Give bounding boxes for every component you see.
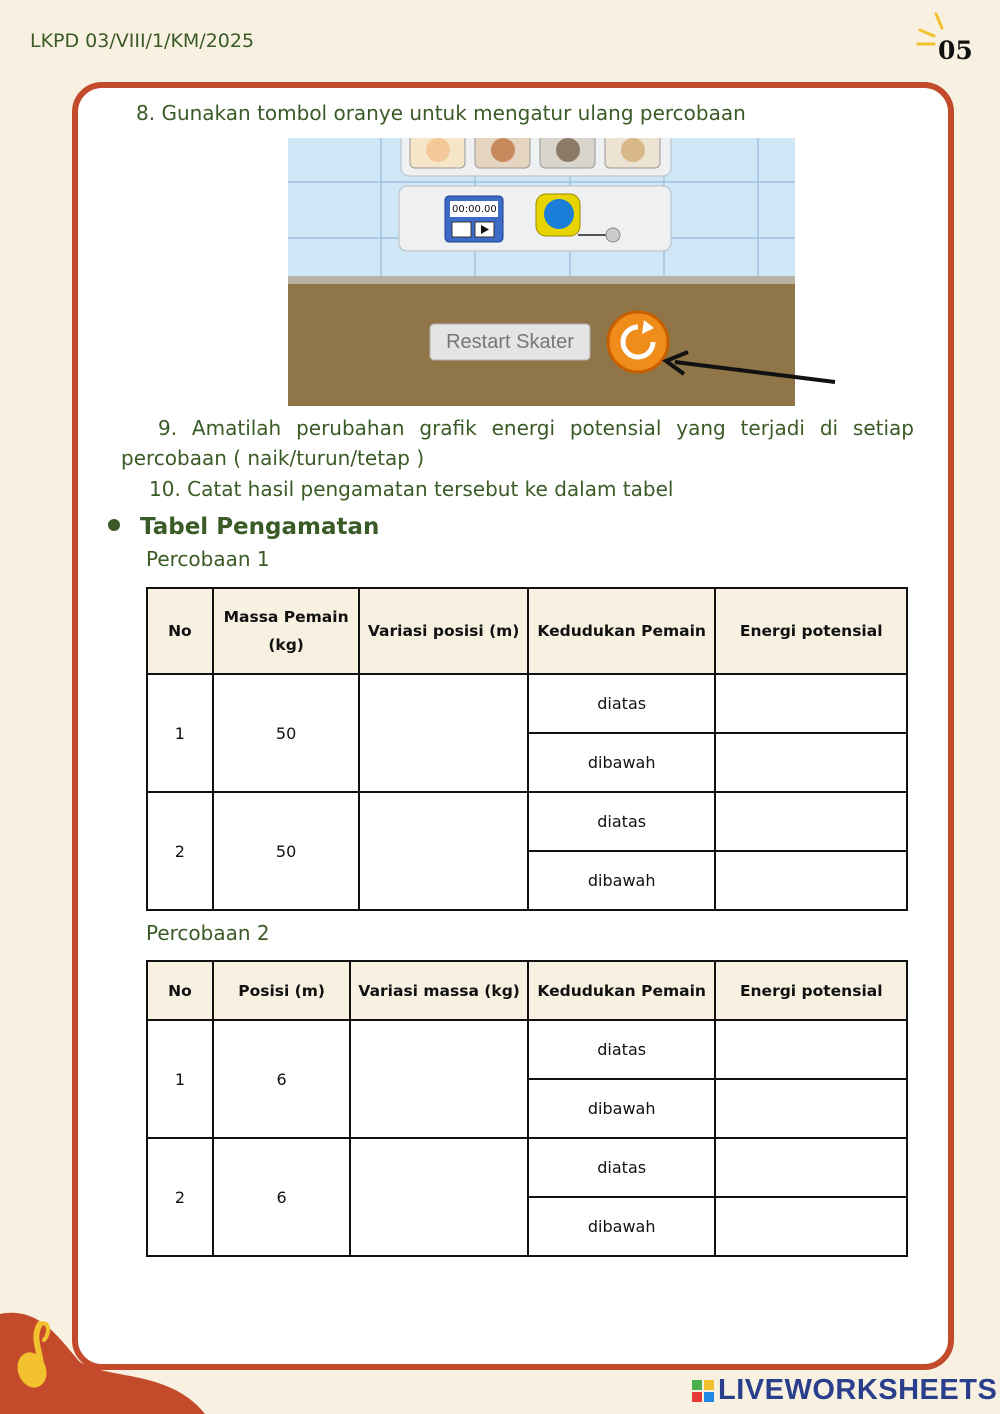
position-value: 6 <box>213 1138 351 1256</box>
potential-energy-input[interactable] <box>715 1197 907 1256</box>
row-number: 1 <box>147 1020 213 1138</box>
mass-value: 50 <box>213 674 360 792</box>
potential-energy-input[interactable] <box>715 1138 907 1197</box>
row-number: 1 <box>147 674 213 792</box>
potential-energy-input[interactable] <box>715 792 907 851</box>
experiment-1-label: Percobaan 1 <box>146 547 270 571</box>
restart-skater-button[interactable]: Restart Skater <box>446 331 574 353</box>
header-potential-energy: Energi potensial <box>715 961 907 1020</box>
position-input[interactable] <box>359 674 527 792</box>
potential-energy-input[interactable] <box>715 851 907 910</box>
pointer-arrow-icon <box>650 340 840 390</box>
row-number: 2 <box>147 1138 213 1256</box>
header-mass-variation: Variasi massa (kg) <box>350 961 527 1020</box>
player-position-cell: diatas <box>528 1138 716 1197</box>
observation-table-1 <box>146 587 908 911</box>
liveworksheets-brand: LIVEWORKSHEETS <box>718 1374 998 1406</box>
header-position-variation: Variasi posisi (m) <box>359 588 527 674</box>
mass-value: 50 <box>213 792 360 910</box>
section-title: Tabel Pengamatan <box>140 514 380 540</box>
player-position-cell: dibawah <box>528 851 716 910</box>
worksheet-code: LKPD 03/VIII/1/KM/2025 <box>30 30 255 52</box>
header-potential-energy: Energi potensial <box>715 588 907 674</box>
step-9-line2: percobaan ( naik/turun/tetap ) <box>121 446 425 470</box>
header-no: No <box>147 588 213 674</box>
header-mass: Massa Pemain (kg) <box>213 588 360 674</box>
header-player-position: Kedudukan Pemain <box>528 588 716 674</box>
bullet-icon <box>108 519 120 531</box>
observation-table-2 <box>146 960 908 1257</box>
step-8: 8. Gunakan tombol oranye untuk mengatur ulang percobaan <box>136 101 746 125</box>
stopwatch-time: 00:00.00 <box>452 204 497 215</box>
liveworksheets-icon <box>692 1380 714 1402</box>
position-input[interactable] <box>359 792 527 910</box>
potential-energy-input[interactable] <box>715 733 907 792</box>
music-note-decoration-icon <box>0 1300 220 1414</box>
page-number: 05 <box>938 36 973 65</box>
mass-input[interactable] <box>350 1020 527 1138</box>
step-10: 10. Catat hasil pengamatan tersebut ke dalam tabel <box>149 477 674 501</box>
header-player-position: Kedudukan Pemain <box>528 961 716 1020</box>
player-position-cell: dibawah <box>528 733 716 792</box>
header-no: No <box>147 961 213 1020</box>
player-position-cell: diatas <box>528 1020 716 1079</box>
experiment-2-label: Percobaan 2 <box>146 921 270 945</box>
potential-energy-input[interactable] <box>715 1020 907 1079</box>
row-number: 2 <box>147 792 213 910</box>
potential-energy-input[interactable] <box>715 1079 907 1138</box>
position-value: 6 <box>213 1020 351 1138</box>
header-position: Posisi (m) <box>213 961 351 1020</box>
step-9-line1: 9. Amatilah perubahan grafik energi potensial yang terjadi di setiap <box>158 416 914 440</box>
player-position-cell: dibawah <box>528 1079 716 1138</box>
potential-energy-input[interactable] <box>715 674 907 733</box>
player-position-cell: diatas <box>528 792 716 851</box>
player-position-cell: dibawah <box>528 1197 716 1256</box>
mass-input[interactable] <box>350 1138 527 1256</box>
liveworksheets-logo[interactable] <box>692 1374 997 1407</box>
player-position-cell: diatas <box>528 674 716 733</box>
